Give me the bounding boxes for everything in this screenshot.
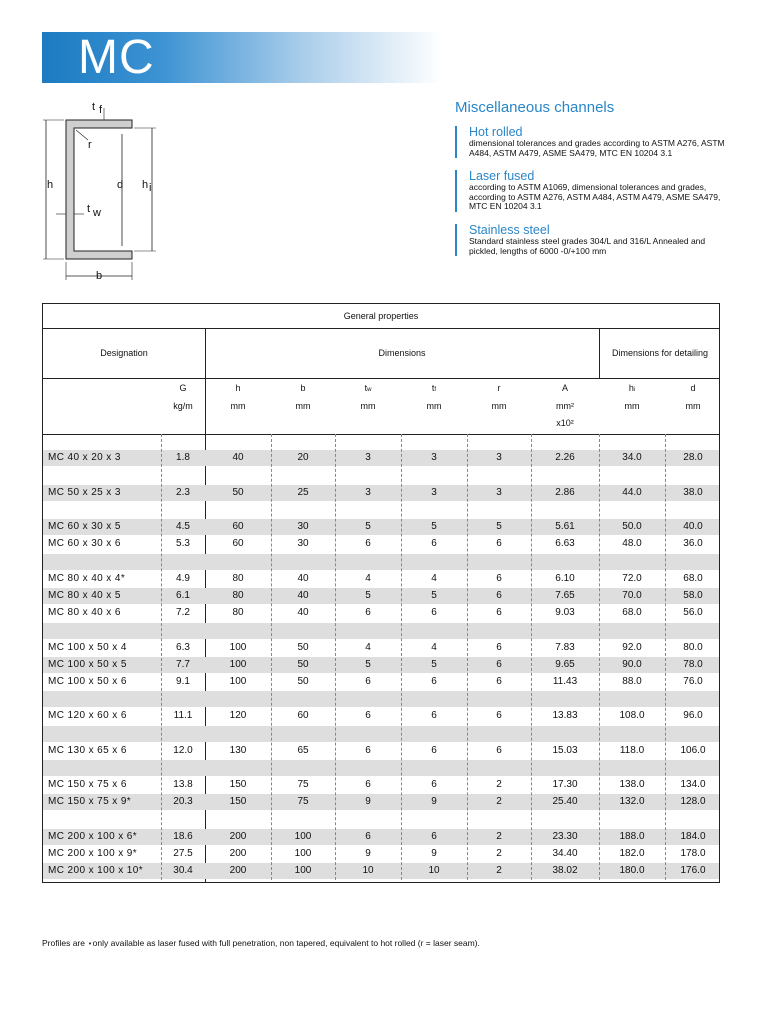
row-cell: 58.0 xyxy=(683,590,703,601)
row-cell: 9 xyxy=(365,848,371,859)
properties-table xyxy=(42,303,720,883)
row-designation: MC 130 x 65 x 6 xyxy=(48,745,127,756)
info-block-hot-rolled xyxy=(455,126,735,158)
row-cell: 120 xyxy=(229,710,247,721)
row-designation: MC 100 x 50 x 5 xyxy=(48,659,127,670)
row-cell: 75 xyxy=(297,796,309,807)
row-cell: 118.0 xyxy=(619,745,645,756)
header-designation: Designation xyxy=(100,348,148,358)
info-block-laser-fused xyxy=(455,170,735,212)
row-cell: 6.63 xyxy=(555,538,575,549)
channel-section-diagram xyxy=(36,96,168,286)
label-hi: h xyxy=(142,179,149,191)
row-cell: 180.0 xyxy=(619,865,645,876)
table-row xyxy=(43,863,719,879)
row-cell: 2 xyxy=(496,848,502,859)
row-cell: 50 xyxy=(297,659,309,670)
row-cell: 9.65 xyxy=(555,659,575,670)
info-block-desc: Standard stainless steel grades 304/L and 316/L Annealed and pickled, lengths of 6000 -0/+100 mm xyxy=(469,235,706,256)
row-cell: 128.0 xyxy=(680,796,706,807)
footnote: Profiles are ⋆only available as laser fused with full penetration, non tapered, equivalent to hot rolled (r = laser seam). xyxy=(42,938,480,948)
row-cell: 178.0 xyxy=(680,848,706,859)
header-general-properties: General properties xyxy=(343,311,419,321)
row-cell: 4 xyxy=(365,573,371,584)
column-unit: kg/m xyxy=(173,401,193,411)
row-cell: 7.83 xyxy=(555,642,575,653)
row-cell: 60 xyxy=(232,538,244,549)
info-block-desc: according to ASTM A1069, dimensional tolerances and grades, according to ASTM A276, ASTM A484, ASTM A479, ASME SA479, MTC EN 10204 3.1 xyxy=(469,182,721,212)
table-row xyxy=(43,536,719,552)
row-cell: 6.10 xyxy=(555,573,575,584)
row-cell: 130 xyxy=(229,745,247,756)
row-cell: 6 xyxy=(365,745,371,756)
row-cell: 30.4 xyxy=(173,865,193,876)
label-b: b xyxy=(96,270,103,282)
row-cell: 9.03 xyxy=(555,607,575,618)
row-cell: 200 xyxy=(229,831,247,842)
row-cell: 13.83 xyxy=(552,710,578,721)
column-symbol: b xyxy=(300,383,306,393)
row-designation: MC 100 x 50 x 6 xyxy=(48,676,127,687)
row-cell: 80 xyxy=(232,573,244,584)
row-cell: 5 xyxy=(365,521,371,532)
row-cell: 40 xyxy=(297,607,309,618)
row-cell: 138.0 xyxy=(619,779,645,790)
row-cell: 75 xyxy=(297,779,309,790)
row-cell: 100 xyxy=(229,659,247,670)
row-cell: 60 xyxy=(232,521,244,532)
row-cell: 88.0 xyxy=(622,676,642,687)
row-designation: MC 150 x 75 x 6 xyxy=(48,779,127,790)
row-cell: 80.0 xyxy=(683,642,703,653)
row-cell: 40 xyxy=(297,573,309,584)
row-cell: 6 xyxy=(496,642,502,653)
table-row xyxy=(43,708,719,724)
row-cell: 6 xyxy=(431,607,437,618)
row-cell: 5 xyxy=(431,590,437,601)
table-row xyxy=(43,588,719,604)
row-cell: 4 xyxy=(431,573,437,584)
row-cell: 150 xyxy=(229,779,247,790)
column-symbol-sub: w xyxy=(367,387,372,393)
row-cell: 9 xyxy=(431,848,437,859)
table-row xyxy=(43,829,719,845)
table-row xyxy=(43,519,719,535)
row-cell: 7.7 xyxy=(176,659,190,670)
row-cell: 50 xyxy=(232,487,244,498)
row-cell: 5.3 xyxy=(176,538,190,549)
page-title: MC xyxy=(78,31,155,84)
row-cell: 6 xyxy=(496,607,502,618)
row-cell: 76.0 xyxy=(683,676,703,687)
row-cell: 44.0 xyxy=(622,487,642,498)
row-cell: 12.0 xyxy=(173,745,193,756)
row-cell: 200 xyxy=(229,848,247,859)
column-unit: mm xyxy=(491,401,507,411)
row-cell: 182.0 xyxy=(619,848,645,859)
label-h: h xyxy=(47,179,54,191)
row-cell: 25.40 xyxy=(552,796,578,807)
row-cell: 4 xyxy=(365,642,371,653)
row-cell: 72.0 xyxy=(622,573,642,584)
row-cell: 68.0 xyxy=(683,573,703,584)
label-tw-sub: w xyxy=(93,207,101,219)
row-cell: 38.0 xyxy=(683,487,703,498)
row-shade xyxy=(43,691,719,707)
row-cell: 3 xyxy=(496,487,502,498)
table-row xyxy=(43,743,719,759)
row-designation: MC 40 x 20 x 3 xyxy=(48,452,121,463)
label-r: r xyxy=(88,139,92,151)
row-designation: MC 60 x 30 x 5 xyxy=(48,521,121,532)
row-designation: MC 50 x 25 x 3 xyxy=(48,487,121,498)
row-cell: 100 xyxy=(229,642,247,653)
row-cell: 134.0 xyxy=(680,779,706,790)
info-block-title: Hot rolled xyxy=(469,125,523,139)
row-cell: 6 xyxy=(431,831,437,842)
table-row xyxy=(43,571,719,587)
row-cell: 60 xyxy=(297,710,309,721)
row-cell: 7.2 xyxy=(176,607,190,618)
column-symbol: r xyxy=(497,383,501,393)
row-cell: 6 xyxy=(365,607,371,618)
row-cell: 6.3 xyxy=(176,642,190,653)
row-designation: MC 200 x 100 x 9* xyxy=(48,848,138,859)
row-designation: MC 200 x 100 x 6* xyxy=(48,831,138,842)
row-cell: 6 xyxy=(365,538,371,549)
table-row xyxy=(43,485,719,501)
table-row xyxy=(43,450,719,466)
row-cell: 6 xyxy=(431,779,437,790)
row-cell: 13.8 xyxy=(173,779,193,790)
row-cell: 20.3 xyxy=(173,796,193,807)
row-cell: 2 xyxy=(496,865,502,876)
row-cell: 6 xyxy=(431,745,437,756)
column-symbol: hi xyxy=(628,383,636,393)
row-cell: 34.40 xyxy=(552,848,578,859)
row-cell: 6 xyxy=(496,710,502,721)
table-row xyxy=(43,777,719,793)
row-cell: 5 xyxy=(431,659,437,670)
column-unit: mm xyxy=(295,401,311,411)
column-unit: mm xyxy=(685,401,701,411)
column-unit: mm xyxy=(360,401,376,411)
row-cell: 90.0 xyxy=(622,659,642,670)
row-cell: 30 xyxy=(297,538,309,549)
row-cell: 3 xyxy=(365,487,371,498)
row-cell: 184.0 xyxy=(680,831,706,842)
column-symbol: d xyxy=(690,383,696,393)
row-cell: 23.30 xyxy=(552,831,578,842)
row-cell: 5 xyxy=(431,521,437,532)
row-shade xyxy=(43,554,719,570)
row-cell: 150 xyxy=(229,796,247,807)
row-cell: 96.0 xyxy=(683,710,703,721)
table-row xyxy=(43,674,719,690)
table-row xyxy=(43,640,719,656)
info-heading: Miscellaneous channels xyxy=(455,99,615,116)
row-cell: 3 xyxy=(431,452,437,463)
row-shade xyxy=(43,726,719,742)
row-cell: 176.0 xyxy=(680,865,706,876)
header-dimensions: Dimensions xyxy=(378,348,426,358)
row-cell: 40 xyxy=(297,590,309,601)
row-cell: 100 xyxy=(229,676,247,687)
header-dimensions-detailing: Dimensions for detailing xyxy=(611,348,709,358)
row-cell: 6 xyxy=(365,710,371,721)
row-cell: 27.5 xyxy=(173,848,193,859)
row-designation: MC 200 x 100 x 10* xyxy=(48,865,144,876)
row-cell: 6 xyxy=(431,710,437,721)
row-cell: 17.30 xyxy=(552,779,578,790)
row-cell: 4 xyxy=(431,642,437,653)
row-cell: 11.43 xyxy=(552,676,578,687)
row-cell: 68.0 xyxy=(622,607,642,618)
row-cell: 80 xyxy=(232,590,244,601)
row-cell: 100 xyxy=(294,848,312,859)
column-unit: mm xyxy=(624,401,640,411)
column-symbol: A xyxy=(561,383,568,393)
row-cell: 6 xyxy=(496,676,502,687)
row-cell: 9.1 xyxy=(176,676,190,687)
table-row xyxy=(43,846,719,862)
info-block-title: Stainless steel xyxy=(469,222,550,237)
column-symbol: tf xyxy=(431,383,437,393)
row-designation: MC 80 x 40 x 6 xyxy=(48,607,121,618)
info-block-title: Laser fused xyxy=(469,169,535,184)
info-block-stainless-steel xyxy=(455,224,735,256)
row-cell: 1.8 xyxy=(176,452,190,463)
row-cell: 7.65 xyxy=(555,590,575,601)
row-cell: 9 xyxy=(365,796,371,807)
label-tw: t xyxy=(87,203,91,215)
column-unit-extra: x10² xyxy=(556,418,574,428)
row-cell: 80 xyxy=(232,607,244,618)
row-cell: 40.0 xyxy=(683,521,703,532)
row-cell: 2 xyxy=(496,796,502,807)
row-cell: 5 xyxy=(365,659,371,670)
row-cell: 188.0 xyxy=(619,831,645,842)
label-hi-sub: i xyxy=(149,182,152,194)
row-cell: 100 xyxy=(294,865,312,876)
row-cell: 5 xyxy=(365,590,371,601)
row-cell: 36.0 xyxy=(683,538,703,549)
row-cell: 10 xyxy=(362,865,374,876)
row-cell: 6 xyxy=(496,745,502,756)
info-panel xyxy=(455,100,735,268)
column-symbol: G xyxy=(179,383,187,393)
row-cell: 92.0 xyxy=(622,642,642,653)
row-cell: 65 xyxy=(297,745,309,756)
row-cell: 6 xyxy=(496,538,502,549)
column-symbol-sub: f xyxy=(434,387,437,393)
row-designation: MC 80 x 40 x 4* xyxy=(48,573,126,584)
row-cell: 6 xyxy=(496,659,502,670)
row-cell: 2.86 xyxy=(555,487,575,498)
row-cell: 3 xyxy=(431,487,437,498)
row-shade xyxy=(43,760,719,776)
row-cell: 38.02 xyxy=(552,865,578,876)
row-cell: 28.0 xyxy=(683,452,703,463)
row-cell: 48.0 xyxy=(622,538,642,549)
row-cell: 34.0 xyxy=(622,452,642,463)
row-cell: 30 xyxy=(297,521,309,532)
row-designation: MC 60 x 30 x 6 xyxy=(48,538,121,549)
column-unit: mm xyxy=(426,401,442,411)
row-cell: 6 xyxy=(365,676,371,687)
row-cell: 5.61 xyxy=(555,521,575,532)
row-cell: 3 xyxy=(365,452,371,463)
row-cell: 50 xyxy=(297,676,309,687)
row-cell: 10 xyxy=(428,865,440,876)
row-cell: 2 xyxy=(496,779,502,790)
row-cell: 50 xyxy=(297,642,309,653)
row-cell: 6.1 xyxy=(176,590,190,601)
row-designation: MC 120 x 60 x 6 xyxy=(48,710,127,721)
row-cell: 78.0 xyxy=(683,659,703,670)
row-cell: 20 xyxy=(297,452,309,463)
label-tf: t xyxy=(92,101,96,113)
row-cell: 25 xyxy=(297,487,309,498)
row-cell: 6 xyxy=(496,573,502,584)
row-cell: 56.0 xyxy=(683,607,703,618)
row-cell: 106.0 xyxy=(680,745,706,756)
column-symbol: tw xyxy=(364,383,372,393)
row-cell: 5 xyxy=(496,521,502,532)
row-cell: 40 xyxy=(232,452,244,463)
row-cell: 100 xyxy=(294,831,312,842)
row-cell: 4.9 xyxy=(176,573,190,584)
row-cell: 2.26 xyxy=(555,452,575,463)
row-cell: 6 xyxy=(365,779,371,790)
row-cell: 6 xyxy=(496,590,502,601)
row-cell: 15.03 xyxy=(552,745,578,756)
row-designation: MC 150 x 75 x 9* xyxy=(48,796,132,807)
row-cell: 108.0 xyxy=(619,710,645,721)
row-cell: 6 xyxy=(431,676,437,687)
row-shade xyxy=(43,623,719,639)
row-cell: 6 xyxy=(365,831,371,842)
row-cell: 6 xyxy=(431,538,437,549)
row-cell: 18.6 xyxy=(173,831,193,842)
row-cell: 70.0 xyxy=(622,590,642,601)
label-d: d xyxy=(117,179,124,191)
row-cell: 3 xyxy=(496,452,502,463)
column-symbol: h xyxy=(235,383,241,393)
row-cell: 2 xyxy=(496,831,502,842)
table-row xyxy=(43,605,719,621)
column-symbol-sub: i xyxy=(633,387,636,393)
info-block-desc: dimensional tolerances and grades according to ASTM A276, ASTM A484, ASTM A479, ASME SA479, MTC EN 10204 3.1 xyxy=(469,138,725,158)
table-row xyxy=(43,794,719,810)
row-designation: MC 80 x 40 x 5 xyxy=(48,590,121,601)
row-cell: 11.1 xyxy=(173,710,193,721)
row-cell: 132.0 xyxy=(619,796,645,807)
row-cell: 9 xyxy=(431,796,437,807)
row-cell: 4.5 xyxy=(176,521,190,532)
label-tf-sub: f xyxy=(99,104,103,116)
row-cell: 2.3 xyxy=(176,487,190,498)
row-cell: 50.0 xyxy=(622,521,642,532)
row-cell: 200 xyxy=(229,865,247,876)
column-unit: mm² xyxy=(556,401,574,411)
column-unit: mm xyxy=(230,401,246,411)
table-row xyxy=(43,657,719,673)
row-designation: MC 100 x 50 x 4 xyxy=(48,642,127,653)
